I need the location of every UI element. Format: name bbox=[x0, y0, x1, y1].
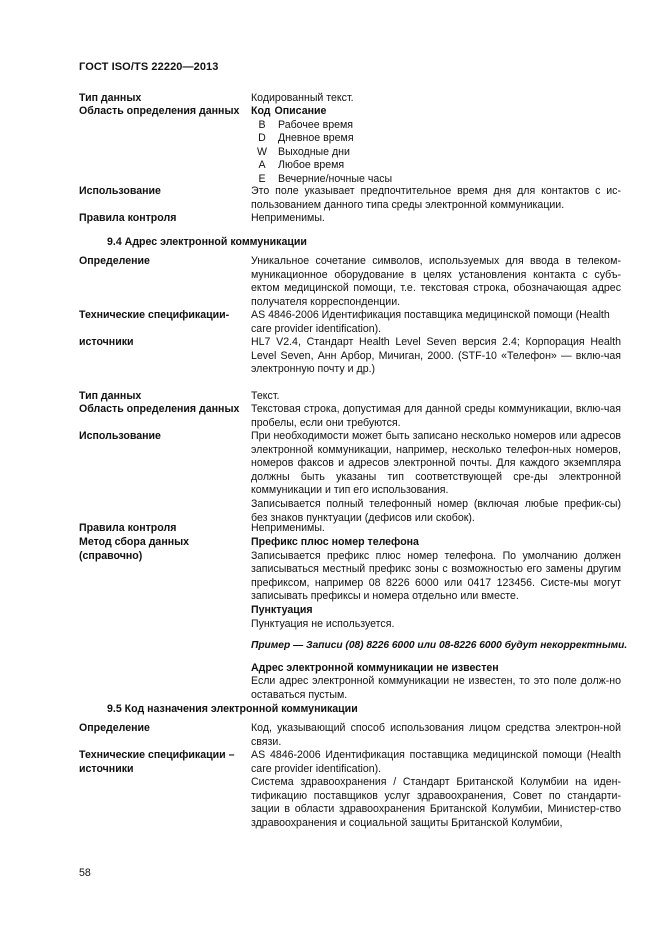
field-value: HL7 V2.4, Стандарт Health Level Seven версия 2.4; Корпорация Health Level Seven, Анн Арбор, Мичиган, 2000. (STF-10 «Телефон» — вклю-чая электронную почту и др.) bbox=[251, 336, 621, 376]
code-column-header: Код bbox=[251, 105, 271, 117]
field-value: Код, указывающий способ использования лицом средства электрон-ной связи. bbox=[251, 722, 621, 748]
code-cell: E bbox=[258, 172, 266, 185]
code-table bbox=[251, 105, 621, 187]
field-value: Если адрес электронной коммуникации не известен, то это поле долж-но оставаться пустым. bbox=[251, 675, 621, 701]
field-value: При необходимости может быть записано несколько номеров или адресов электронной коммуникации, например, несколько телефон-ных номеров, номеров факсов и адресов электронной почты. Для каждого экземпляра должны быть указаны тип соответствующей сре-ды электронной коммуникации и тип его использования. bbox=[251, 430, 621, 497]
code-table-header bbox=[251, 105, 621, 119]
field-label: источники bbox=[79, 762, 134, 775]
field-value: Записывается префикс плюс номер телефона. По умолчанию должен записываться местный префикс зоны с возможностью его замены другим префиксом, например 08 8226 6000 или 0417 123456. Систе-мы могут записывать префиксы и номера отдельно или вместе. bbox=[251, 549, 621, 603]
subheading: Пунктуация bbox=[251, 603, 313, 616]
code-cell: W bbox=[257, 145, 267, 158]
section-title: 9.4 Адрес электронной коммуникации bbox=[107, 236, 307, 248]
code-cell: A bbox=[258, 159, 266, 172]
description-cell: Рабочее время bbox=[278, 118, 354, 131]
field-value: AS 4846-2006 Идентификация поставщика медицинской помощи (Health bbox=[251, 309, 610, 321]
field-value: Текстовая строка, допустимая для данной среды коммуникации, вклю-чая пробелы, если они требуются. bbox=[251, 403, 621, 429]
field-value: AS 4846-2006 Идентификация поставщика медицинской помощи (Health care provider identification). bbox=[251, 749, 621, 775]
field-label: Использование bbox=[79, 185, 161, 197]
field-value: Система здравоохранения / Стандарт Британской Колумбии на иден-тификацию поставщиков услуг здравоохранения, Совет по стандарти-зации в области здравоохранения Британской Колумбии, Министер-ство здравоохранения и социальной защиты Британской Колумбии, bbox=[251, 776, 621, 829]
section-title: 9.5 Код назначения электронной коммуникации bbox=[107, 703, 358, 715]
field-label: Определение bbox=[79, 722, 150, 734]
code-table-row bbox=[251, 146, 621, 160]
code-table-row bbox=[251, 159, 621, 173]
field-label: Правила контроля bbox=[79, 522, 177, 534]
field-label: Область определения данных bbox=[79, 403, 240, 415]
field-label: Тип данных bbox=[79, 92, 142, 104]
field-value: Это поле указывает предпочтительное время дня для контактов с ис-пользованием данного типа среды электронной коммуникации. bbox=[251, 185, 621, 211]
code-cell: B bbox=[258, 118, 266, 131]
code-table-row bbox=[251, 132, 621, 146]
field-value: Записывается полный телефонный номер (включая любые префик-сы) без знаков пунктуации (дефисов или скобок). bbox=[251, 497, 621, 524]
field-label: Использование bbox=[79, 430, 161, 442]
code-table-row bbox=[251, 119, 621, 133]
page-number: 58 bbox=[79, 867, 91, 879]
field-value: Кодированный текст. bbox=[251, 92, 354, 104]
description-column-header: Описание bbox=[274, 105, 327, 117]
field-value: care provider identification). bbox=[251, 322, 382, 335]
example-note: Пример — Записи (08) 8226 6000 или 08-8226 6000 будут некорректными. bbox=[251, 640, 628, 652]
field-value: Неприменимы. bbox=[251, 522, 325, 534]
field-label: Технические спецификации – bbox=[79, 749, 235, 761]
field-label: (справочно) bbox=[79, 549, 143, 562]
field-value: Неприменимы. bbox=[251, 212, 325, 224]
field-value: Уникальное сочетание символов, используемых для ввода в телеком-муникационное оборудование в целях установления контакта с субъ-ектом медицинской помощи, т.е. текстовая строка, обозначающая адрес получателя корреспонденции. bbox=[251, 255, 621, 308]
subheading: Префикс плюс номер телефона bbox=[251, 536, 419, 548]
field-label: Определение bbox=[79, 255, 150, 267]
code-cell: D bbox=[258, 132, 266, 145]
field-value: Текст. bbox=[251, 390, 280, 402]
description-cell: Выходные дни bbox=[278, 145, 350, 158]
field-label: Технические спецификации- bbox=[79, 309, 230, 321]
field-label: источники bbox=[79, 336, 134, 349]
description-cell: Вечерние/ночные часы bbox=[278, 172, 393, 185]
field-label: Тип данных bbox=[79, 390, 142, 402]
field-value: Пунктуация не используется. bbox=[251, 617, 395, 630]
field-label: Метод сбора данных bbox=[79, 536, 190, 548]
subheading: Адрес электронной коммуникации не известен bbox=[251, 661, 499, 674]
document-header: ГОСТ ISO/TS 22220—2013 bbox=[79, 61, 219, 73]
field-label: Правила контроля bbox=[79, 212, 177, 224]
field-label: Область определения данных bbox=[79, 105, 240, 117]
description-cell: Любое время bbox=[278, 159, 345, 172]
description-cell: Дневное время bbox=[278, 132, 354, 145]
